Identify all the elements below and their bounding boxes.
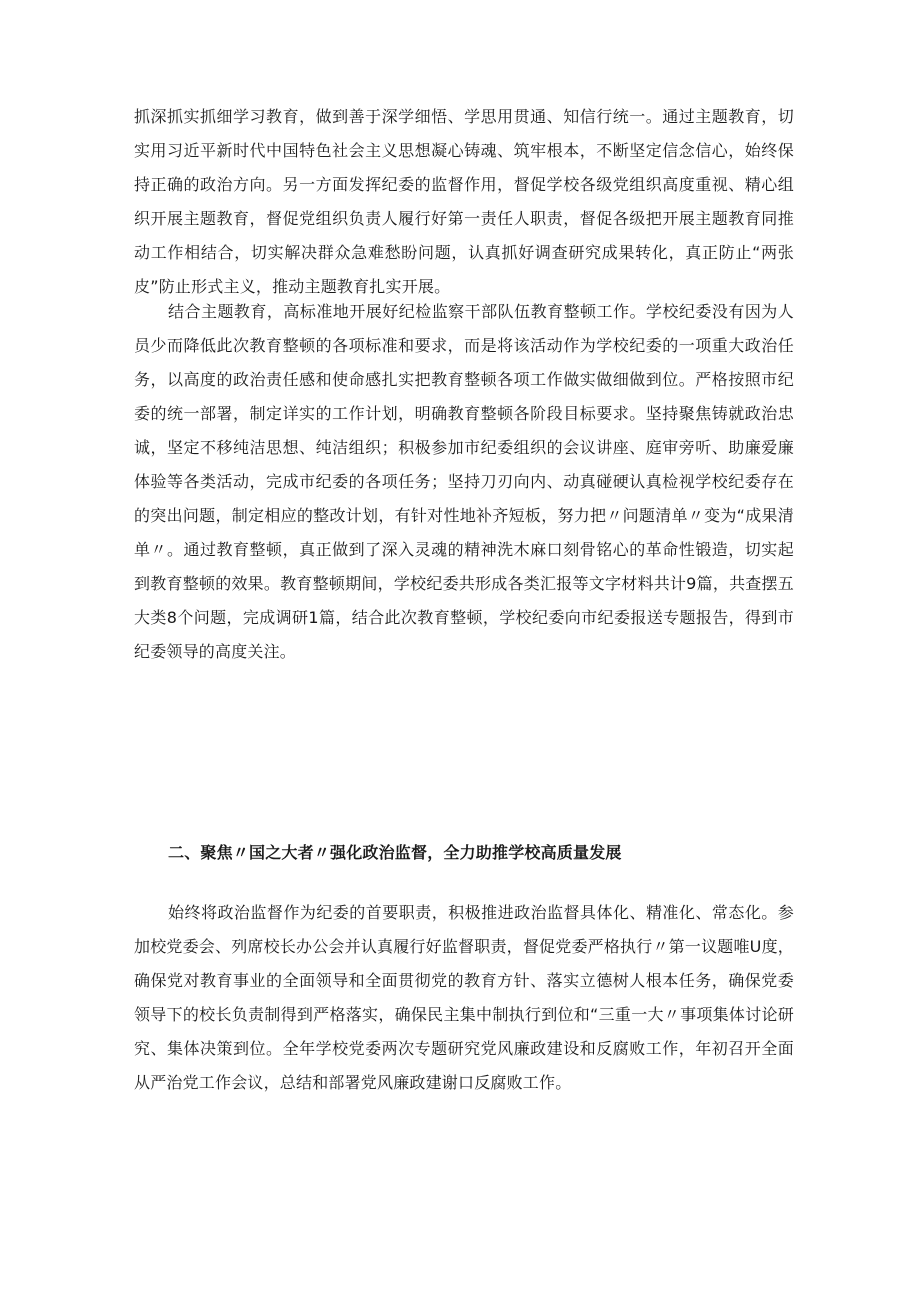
- body-paragraph: 始终将政治监督作为纪委的首要职责，积极推进政治监督具体化、精准化、常态化。参加校党委会、列席校长办公会并认真履行好监督职责，督促党委严格执行〃第一议题唯U度，确保党对教育事业的全面领导和全面贯彻党的教育方针、落实立德树人根本任务，确保党委领导下的校长负责制得到严格落实，确保民主集中制执行到位和“三重一大〃事项集体讨论研究、集体决策到位。全年学校党委两次专题研究党风廉政建设和反腐败工作，年初召开全面从严治党工作会议，总结和部署党风廉政建谢口反腐败工作。: [134, 903, 794, 1092]
- section-heading: 二、聚焦〃国之大者〃强化政治监督，全力助推学校高质量发展: [168, 843, 622, 862]
- body-paragraph: 结合主题教育，高标准地开展好纪检监察干部队伍教育整顿工作。学校纪委没有因为人员少而降低此次教育整顿的各项标准和要求，而是将该活动作为学校纪委的一项重大政治任务，以高度的政治责任感和使命感扎实把教育整顿各项工作做实做细做到位。严格按照市纪委的统一部署，制定详实的工作计划，明确教育整顿各阶段目标要求。坚持聚焦铸就政治忠诚，坚定不移纯洁思想、纯洁组织；积极参加市纪委组织的会议讲座、庭审旁听、助廉爱廉体验等各类活动，完成市纪委的各项任务；坚持刀刃向内、动真碰硬认真检视学校纪委存在的突出问题，制定相应的整改计划，有针对性地补齐短板，努力把〃问题清单〃变为“成果清单〃。通过教育整顿，真正做到了深入灵魂的精神洗木麻口刻骨铭心的革命性锻造，切实起到教育整顿的效果。教育整顿期间，学校纪委共形成各类汇报等文字材料共计9篇，共查摆五大类8个问题，完成调研1篇，结合此次教育整顿，学校纪委向市纪委报送专题报告，得到市纪委领导的高度关注。: [134, 302, 794, 661]
- body-paragraph: 抓深抓实抓细学习教育，做到善于深学细悟、学思用贯通、知信行统一。通过主题教育，切实用习近平新时代中国特色社会主义思想凝心铸魂、筑牢根本，不断坚定信念信心，始终保持正确的政治方向。另一方面发挥纪委的监督作用，督促学校各级党组织高度重视、精心组织开展主题教育，督促党组织负责人履行好第一责任人职责，督促各级把开展主题教育同推动工作相结合，切实解决群众急难愁盼问题，认真抓好调查研究成果转化，真正防止“两张皮”防止形式主义，推动主题教育扎实开展。: [134, 107, 794, 296]
